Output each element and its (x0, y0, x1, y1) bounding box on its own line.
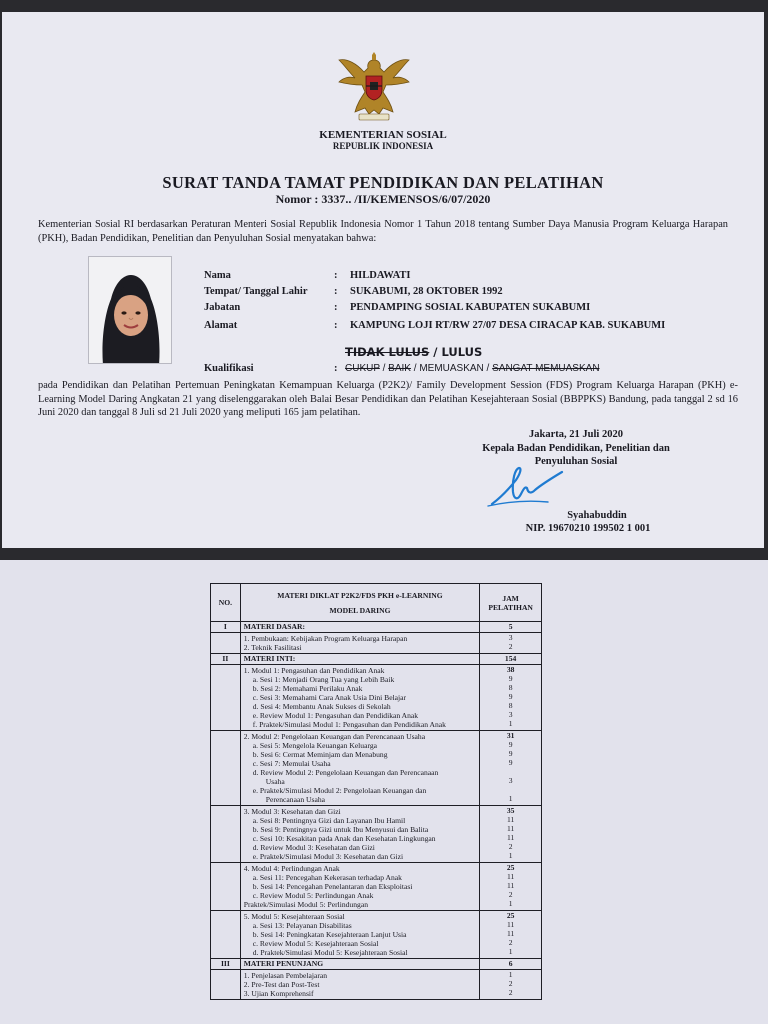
number-label: Nomor : (275, 192, 319, 206)
table-row: I MATERI DASAR: 5 (211, 622, 542, 633)
field-nama: Nama : HILDAWATI (204, 269, 411, 281)
portrait-illustration (89, 257, 172, 364)
signer-title-2: Penyuluhan Sosial (534, 456, 618, 467)
table-row: 2. Modul 2: Pengelolaan Keuangan dan Perencanaan Usaha a. Sesi 5: Mengelola Keuangan Keluarga b. Sesi 6: Cermat Meminjam dan Menabung c. Sesi 7: Memulai Usaha d. Review Modul 2: Pengelolaan Keuangan dan Perencanaan Usaha e. Praktek/Simulasi Modul 2: Pengelolaan Keuangan dan Perencanaan Usaha 31 9 9 9 3 1 (211, 731, 542, 806)
field-label: Jabatan (204, 301, 241, 313)
result-status: TIDAK LULUS / LULUS (345, 345, 483, 359)
kualifikasi-selected: MEMUASKAN (419, 363, 484, 374)
header-no: NO. (211, 584, 241, 622)
table-row: 1. Penjelasan Pembelajaran 2. Pre-Test dan Post-Test 3. Ujian Komprehensif 1 2 2 (211, 970, 542, 1000)
garuda-emblem-icon (335, 52, 413, 122)
place-date: Jakarta, 21 Juli 2020 (529, 429, 623, 440)
ministry-sub: REPUBLIK INDONESIA (332, 141, 434, 151)
ministry-name: KEMENTERIAN SOSIAL (319, 129, 447, 141)
result-struck: TIDAK LULUS (345, 345, 430, 359)
table-row: 3. Modul 3: Kesehatan dan Gizi a. Sesi 8: Pentingnya Gizi dan Layanan Ibu Hamil b. Sesi 9: Pentingnya Gizi untuk Ibu Menyusui dan Balita c. Sesi 10: Kesakitan pada Anak dan Kesehatan Lingkungan d. Review Modul 3: Kesehatan dan Gizi e. Praktek/Simulasi Modul 3: Kesehatan dan Gizi 35 11 11 11 2 1 (211, 806, 542, 863)
field-jabatan: Jabatan : PENDAMPING SOSIAL KABUPATEN SUKABUMI (204, 301, 591, 313)
header-materi: MATERI DIKLAT P2K2/FDS PKH e-LEARNING MODEL DARING (240, 584, 480, 622)
training-description: pada Pendidikan dan Pelatihan Pertemuan Peningkatan Kemampuan Keluarga (P2K2)/ Family Development Session (FDS) Program Keluarga Harapan (PKH) e-Learning Model Daring Angkatan 21 yang diselenggarakan oleh Balai Besar Pendidikan dan Pelatihan Kesejahteraan Sosial (BBPPKS) Bandung, pada tanggal 2 sd 16 Juni 2020 dan tanggal 8 Juli sd 21 Juli 2020 yang meliputi 165 jam pelatihan. (38, 380, 738, 419)
intro-paragraph: Kementerian Sosial RI berdasarkan Peraturan Menteri Sosial Republik Indonesia Nomor 1 Tahun 2018 tentang Sumber Daya Manusia Program Keluarga Harapan (PKH), Badan Pendidikan, Penelitian dan Penyuluhan Sosial menyatakan bahwa: (38, 219, 728, 244)
signature-icon (486, 460, 566, 510)
header-jam: JAM PELATIHAN (480, 584, 542, 622)
table-row: 1. Pembukaan: Kebijakan Program Keluarga Harapan 2. Teknik Fasilitasi 3 2 (211, 633, 542, 654)
field-value: HILDAWATI (350, 269, 411, 281)
table-row: 4. Modul 4: Perlindungan Anak a. Sesi 11: Pencegahan Kekerasan terhadap Anak b. Sesi 14: Pencegahan Penelantaran dan Eksploitasi c. Review Modul 5: Perlindungan Anak Praktek/Simulasi Modul 5: Perlindungan 25 11 11 2 1 (211, 863, 542, 911)
field-alamat: Alamat : KAMPUNG LOJI RT/RW 27/07 DESA CIRACAP KAB. SUKABUMI (204, 319, 666, 331)
curriculum-table (210, 583, 542, 1000)
field-value: KAMPUNG LOJI RT/RW 27/07 DESA CIRACAP KAB. SUKABUMI (350, 319, 666, 331)
table-header (211, 584, 542, 622)
participant-info (204, 267, 665, 333)
field-label: Nama (204, 269, 231, 281)
kualifikasi-row: Kualifikasi : CUKUP / BAIK / MEMUASKAN / SANGAT MEMUASKAN (204, 363, 600, 374)
certificate-page (2, 12, 764, 548)
kualifikasi-options: CUKUP / BAIK / MEMUASKAN / SANGAT MEMUASKAN (345, 363, 600, 374)
field-value: PENDAMPING SOSIAL KABUPATEN SUKABUMI (350, 301, 591, 313)
kualifikasi-label: Kualifikasi (204, 363, 254, 374)
document-number (2, 192, 764, 207)
table-row: III MATERI PENUNJANG 6 (211, 959, 542, 970)
signer-title-1: Kepala Badan Pendidikan, Penelitian dan (482, 442, 670, 454)
field-ttl: Tempat/ Tanggal Lahir : SUKABUMI, 28 OKTOBER 1992 (204, 285, 503, 297)
participant-photo (88, 256, 172, 364)
field-label: Alamat (204, 319, 238, 331)
field-value: SUKABUMI, 28 OKTOBER 1992 (350, 285, 503, 297)
field-label: Tempat/ Tanggal Lahir (204, 285, 308, 297)
document-title: SURAT TANDA TAMAT PENDIDIKAN DAN PELATIHAN (162, 173, 604, 192)
table-row: II MATERI INTI: 154 (211, 654, 542, 665)
signer-name: Syahabuddin (567, 510, 627, 521)
table-row: 1. Modul 1: Pengasuhan dan Pendidikan Anak a. Sesi 1: Menjadi Orang Tua yang Lebih Baik b. Sesi 2: Memahami Perilaku Anak c. Sesi 3: Memahami Cara Anak Usia Dini Belajar d. Sesi 4: Membantu Anak Sukses di Sekolah e. Review Modul 1: Pengasuhan dan Pendidikan Anak f. Praktek/Simulasi Modul 1: Pengasuhan dan Pendidikan Anak 38 9 8 9 8 3 1 (211, 665, 542, 731)
number-value: 3337.. /II/KEMENSOS/6/07/2020 (321, 192, 491, 206)
signer-nip: NIP. 19670210 199502 1 001 (525, 523, 651, 534)
table-row: 5. Modul 5: Kesejahteraan Sosial a. Sesi 13: Pelayanan Disabilitas b. Sesi 14: Peningkatan Kesejahteraan Lanjut Usia c. Review Modul 5: Kesejahteraan Sosial d. Praktek/Simulasi Modul 5: Kesejahteraan Sosial 25 11 11 2 1 (211, 911, 542, 959)
result-value: LULUS (441, 345, 483, 359)
